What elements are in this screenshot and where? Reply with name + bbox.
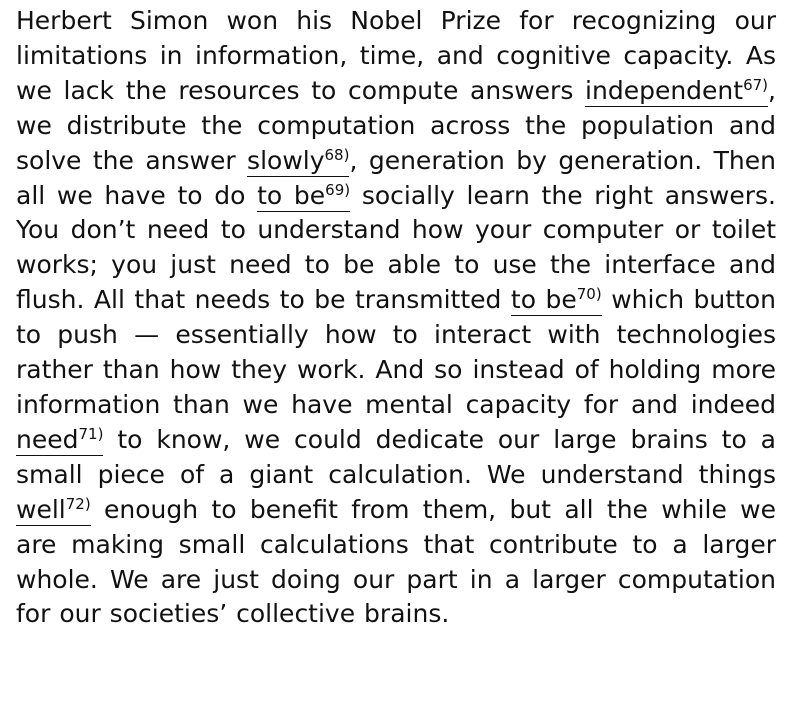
footnote-word: independent [585, 75, 744, 105]
text-segment: , we distribute the computation across the population and solve the answer [16, 75, 776, 175]
footnote-number: 70) [576, 285, 602, 304]
footnote-anchor[interactable] [247, 146, 349, 177]
text-segment: which button to push — essentially how to interact with technologies rather than how they work. And so instead of holding more information than we have mental capacity for and indeed [16, 285, 776, 419]
footnote-word: slowly [247, 145, 325, 175]
footnote-number: 71) [78, 424, 104, 443]
text-segment: to know, we could dedicate our large brains to a small piece of a giant calculation. We understand things [16, 424, 776, 489]
footnote-word: need [16, 424, 79, 454]
text-segment: Herbert Simon won his Nobel Prize for recognizing our limitations in information, time, and cognitive capacity. As we lack the resources to compute answers [16, 6, 776, 105]
footnote-anchor[interactable] [257, 181, 350, 212]
footnote-number: 67) [743, 75, 769, 94]
footnote-number: 69) [325, 180, 351, 199]
footnote-word: well [16, 494, 66, 524]
footnote-number: 72) [65, 494, 91, 513]
text-segment: socially learn the right answers. You don’t need to understand how your computer or toilet works; you just need to be able to use the interface and flush. All that needs to be transmitted [16, 180, 776, 315]
footnote-anchor[interactable] [511, 285, 602, 316]
body-paragraph [16, 4, 776, 632]
text-segment: , generation by generation. Then all we have to do [16, 145, 776, 210]
footnote-anchor[interactable] [16, 425, 103, 456]
footnote-anchor[interactable] [16, 495, 91, 526]
footnote-word: to be [510, 285, 577, 315]
footnote-number: 68) [324, 145, 350, 164]
footnote-anchor[interactable] [585, 76, 768, 107]
text-segment: enough to benefit from them, but all the while we are making small calculations that contribute to a larger whole. We are just doing our part in a larger computation for our societies’ collective brains. [16, 494, 776, 629]
footnote-word: to be [257, 180, 326, 210]
